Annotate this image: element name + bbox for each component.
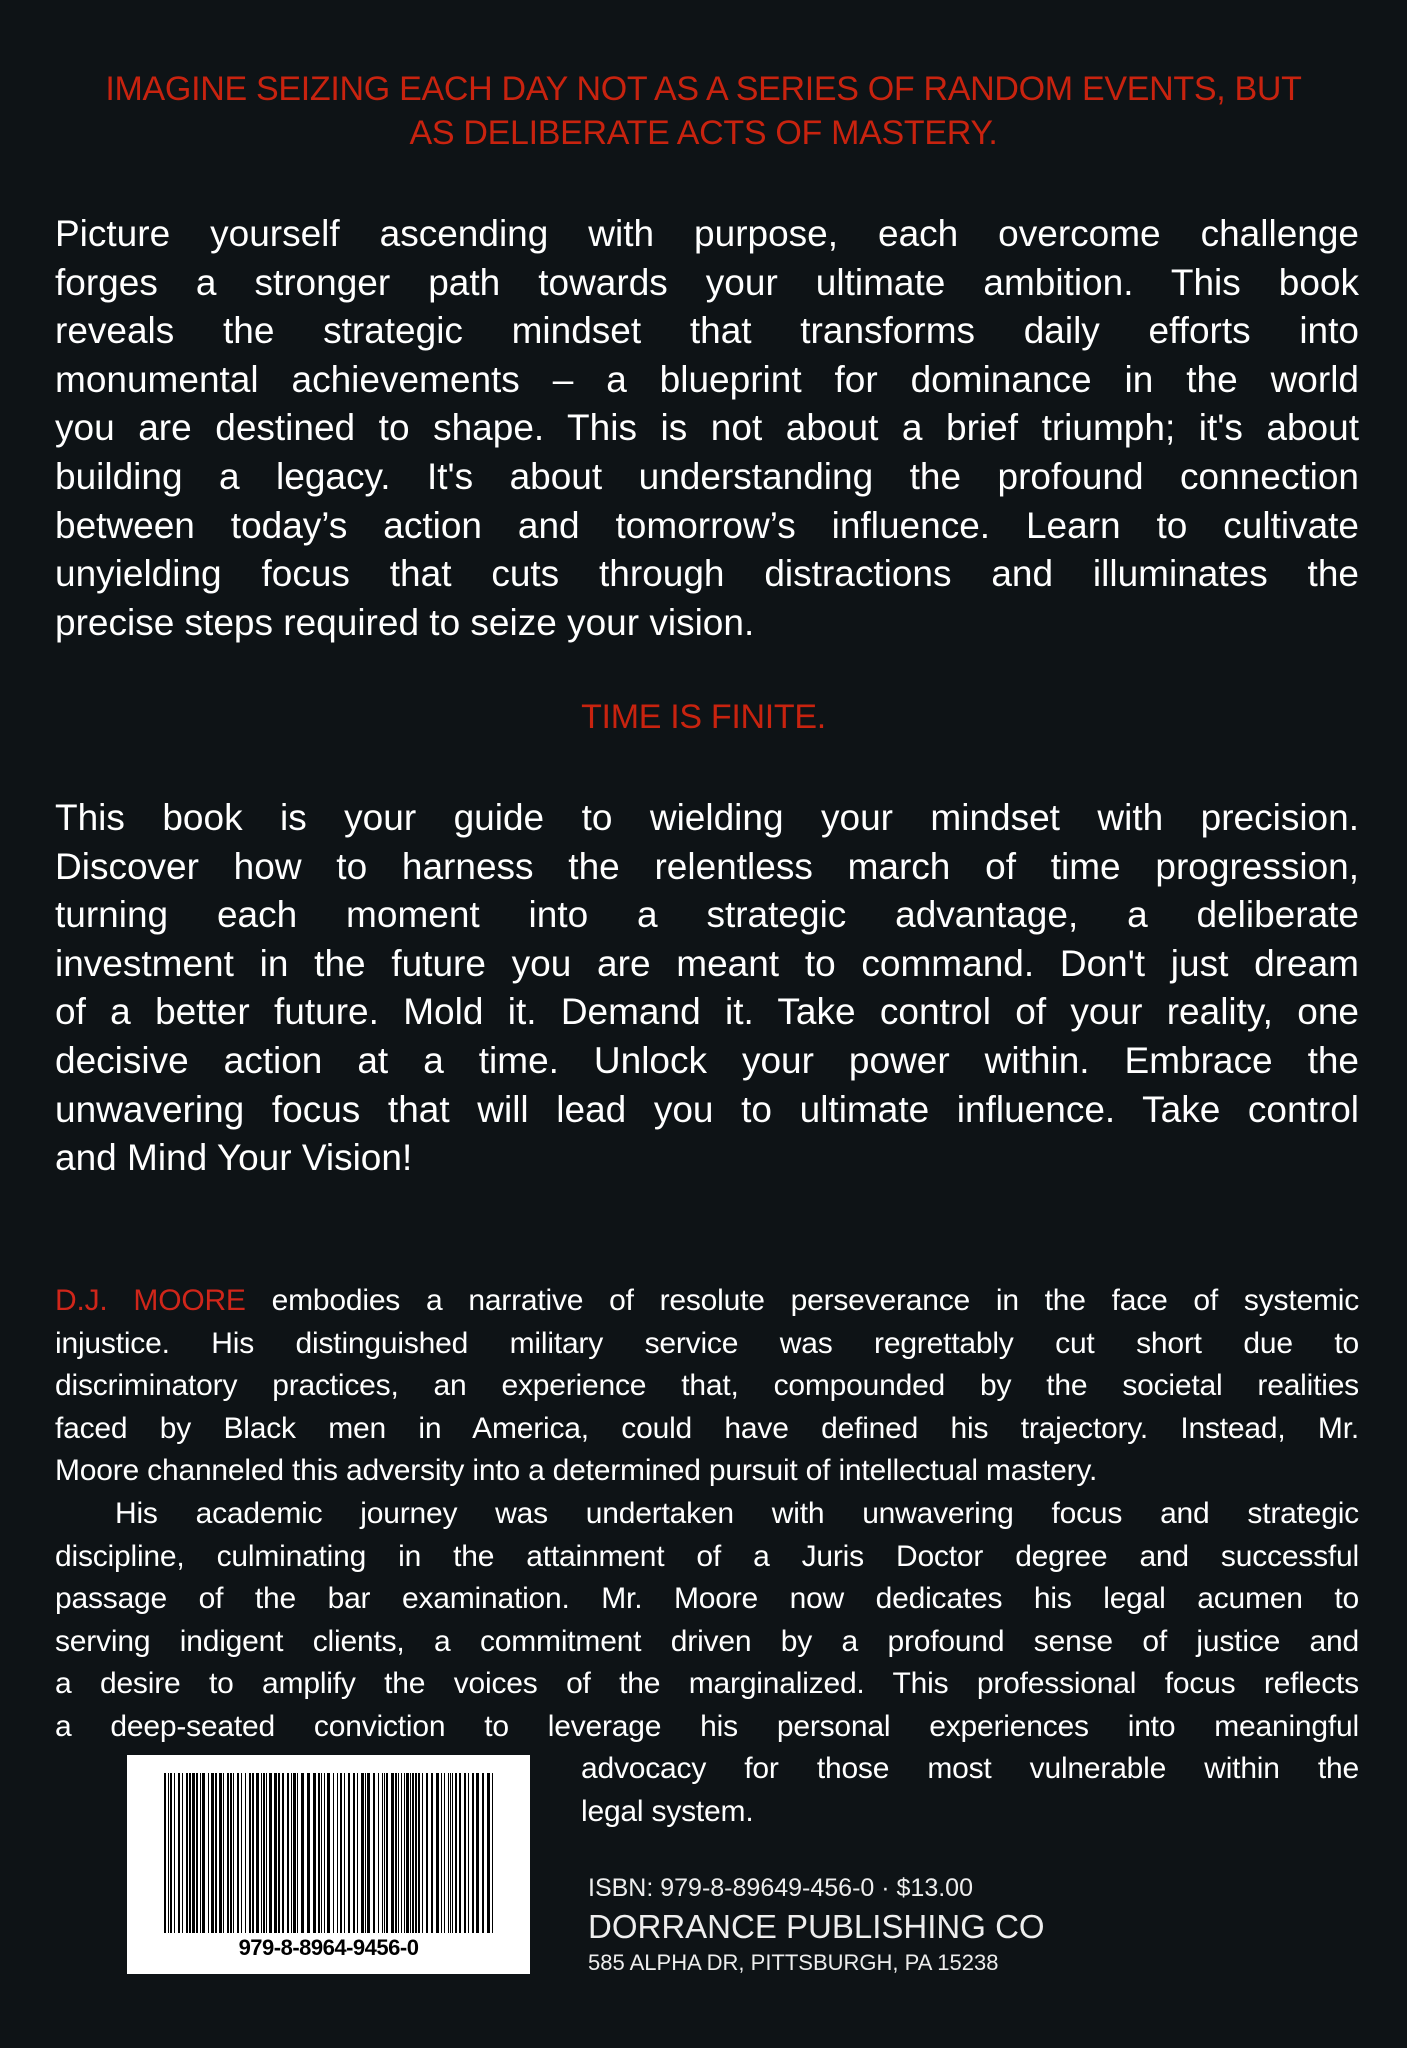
barcode-bar	[189, 1773, 191, 1933]
barcode-bar	[386, 1773, 388, 1933]
barcode-bar	[227, 1773, 229, 1933]
text-line: of a better future. Mold it. Demand it. Take control of your reality, one	[55, 991, 1359, 1033]
barcode-bar	[223, 1773, 224, 1933]
barcode-bar	[406, 1773, 409, 1933]
text-line: turning each moment into a strategic advantage, a deliberate	[55, 894, 1359, 936]
barcode-bar	[261, 1773, 262, 1933]
barcode-bar	[344, 1773, 345, 1933]
text-line: precise steps required to seize your vision.	[55, 601, 755, 643]
text-line: passage of the bar examination. Mr. Moore now dedicates his legal acumen to	[55, 1582, 1359, 1616]
text-line: unyielding focus that cuts through distractions and illuminates the	[55, 553, 1359, 595]
barcode-bar	[492, 1773, 493, 1933]
barcode-bar	[353, 1773, 355, 1933]
barcode-bar	[441, 1773, 442, 1933]
barcode-bar	[282, 1773, 284, 1933]
barcode-bar	[200, 1773, 201, 1933]
barcode-bar	[426, 1773, 428, 1933]
barcode-bar	[357, 1773, 358, 1933]
barcode	[127, 1755, 530, 1974]
barcode-bar	[174, 1773, 175, 1933]
barcode-bar	[263, 1773, 265, 1933]
barcode-bar	[333, 1773, 334, 1933]
heading-line-1: IMAGINE SEIZING EACH DAY NOT AS A SERIES OF RANDOM EVENTS, BUT	[105, 70, 1302, 108]
barcode-bar	[422, 1773, 423, 1933]
text-line: decisive action at a time. Unlock your power within. Embrace the	[55, 1039, 1359, 1081]
barcode-bar	[384, 1773, 385, 1933]
barcode-bar	[192, 1773, 195, 1933]
barcode-bar	[278, 1773, 280, 1933]
text-line: advocacy for those most vulnerable within the	[581, 1752, 1359, 1785]
bio-text: embodies a narrative of resolute perseverance in the face of systemic	[245, 1284, 1359, 1317]
barcode-bar	[164, 1773, 166, 1933]
text-line: a desire to amplify the voices of the marginalized. This professional focus reflects	[55, 1667, 1359, 1701]
barcode-bar	[367, 1773, 370, 1933]
text-line: injustice. His distinguished military service was regrettably cut short due to	[55, 1326, 1359, 1360]
barcode-bar	[348, 1773, 350, 1933]
barcode-bar	[182, 1773, 183, 1933]
text-line: Moore channeled this adversity into a determined pursuit of intellectual mastery.	[55, 1454, 1098, 1488]
text-line: serving indigent clients, a commitment driven by a profound sense of justice and	[55, 1624, 1359, 1658]
barcode-bar	[450, 1773, 451, 1933]
barcode-bar	[230, 1773, 232, 1933]
text-line: investment in the future you are meant to command. Don't just dream	[55, 942, 1359, 984]
barcode-bar	[297, 1773, 298, 1933]
isbn-price: ISBN: 979-8-89649-456-0 · $13.00	[588, 1874, 973, 1902]
text-line: monumental achievements – a blueprint for dominance in the world	[55, 358, 1359, 400]
barcode-bar	[455, 1773, 457, 1933]
barcode-bar	[202, 1773, 205, 1933]
barcode-bar	[252, 1773, 254, 1933]
barcode-bar	[321, 1773, 322, 1933]
barcode-bar	[361, 1773, 364, 1933]
barcode-bar	[215, 1773, 217, 1933]
text-line: Picture yourself ascending with purpose, each overcome challenge	[55, 213, 1359, 254]
barcode-bar	[211, 1773, 214, 1933]
barcode-bar	[274, 1773, 277, 1933]
barcode-bar	[398, 1773, 399, 1933]
barcode-bar	[373, 1773, 375, 1933]
barcode-number: 979-8-8964-9456-0	[238, 1935, 419, 1960]
text-line: unwavering focus that will lead you to ultimate influence. Take control	[55, 1088, 1359, 1130]
barcode-bar	[410, 1773, 411, 1933]
barcode-bar	[382, 1773, 383, 1933]
text-line: legal system.	[581, 1794, 754, 1828]
barcode-bar	[168, 1773, 169, 1933]
author-bio-tail	[581, 1748, 1359, 1833]
text-line: building a legacy. It's about understanding the profound connection	[55, 455, 1359, 497]
bio-line	[55, 1280, 1359, 1323]
barcode-bar	[313, 1773, 316, 1933]
barcode-bar	[340, 1773, 342, 1933]
barcode-bar	[418, 1773, 420, 1933]
barcode-bar	[404, 1773, 405, 1933]
text-line: and Mind Your Vision!	[55, 1137, 413, 1179]
barcode-bar	[170, 1773, 172, 1933]
barcode-bar	[307, 1773, 310, 1933]
heading-line-2: AS DELIBERATE ACTS OF MASTERY.	[409, 114, 998, 152]
barcode-bar	[327, 1773, 330, 1933]
barcode-bar	[415, 1773, 417, 1933]
barcode-bar	[241, 1773, 242, 1933]
text-line: This book is your guide to wielding your mindset with precision.	[55, 797, 1359, 838]
barcode-bar	[178, 1773, 180, 1933]
barcode-bar	[269, 1773, 272, 1933]
barcode-bar	[256, 1773, 259, 1933]
publisher-address: 585 ALPHA DR, PITTSBURGH, PA 15238	[588, 1950, 999, 1975]
barcode-bar	[391, 1773, 394, 1933]
barcode-bar	[186, 1773, 188, 1933]
barcode-bar	[444, 1773, 445, 1933]
barcode-bar	[482, 1773, 484, 1933]
barcode-bar	[337, 1773, 338, 1933]
text-line: you are destined to shape. This is not about a brief triumph; it's about	[55, 407, 1359, 449]
barcode-bar	[452, 1773, 453, 1933]
barcode-bar	[219, 1773, 222, 1933]
text-line: reveals the strategic mindset that transforms daily efforts into	[55, 310, 1359, 352]
barcode-bar	[287, 1773, 289, 1933]
barcode-bar	[237, 1773, 239, 1933]
heading-time-is-finite: TIME IS FINITE.	[581, 698, 826, 736]
barcode-bar	[459, 1773, 461, 1933]
paragraph-2	[55, 794, 1359, 1183]
barcode-bar	[266, 1773, 267, 1933]
text-line: forges a stronger path towards your ultimate ambition. This book	[55, 261, 1359, 303]
barcode-bar	[487, 1773, 490, 1933]
barcode-bar	[401, 1773, 402, 1933]
text-line: a deep-seated conviction to leverage his personal experiences into meaningful	[55, 1709, 1359, 1743]
publisher-name: DORRANCE PUBLISHING CO	[588, 1908, 1045, 1945]
paragraph-1	[55, 210, 1359, 647]
barcode-bar	[249, 1773, 251, 1933]
text-line: faced by Black men in America, could have defined his trajectory. Instead, Mr.	[55, 1411, 1359, 1445]
barcode-bar	[436, 1773, 439, 1933]
barcode-bar	[324, 1773, 325, 1933]
barcode-bar	[196, 1773, 198, 1933]
barcode-bar	[208, 1773, 209, 1933]
author-name: D.J. MOORE	[55, 1284, 246, 1317]
text-line: discriminatory practices, an experience that, compounded by the societal realities	[55, 1369, 1359, 1403]
barcode-bar	[233, 1773, 234, 1933]
barcode-bar	[245, 1773, 246, 1933]
barcode-bar	[365, 1773, 366, 1933]
barcode-bar	[468, 1773, 469, 1933]
text-line: discipline, culminating in the attainment of a Juris Doctor degree and successful	[55, 1539, 1359, 1573]
barcode-bar	[472, 1773, 474, 1933]
barcode-bar	[464, 1773, 466, 1933]
barcode-bar	[431, 1773, 433, 1933]
barcode-bars	[164, 1773, 493, 1933]
barcode-bar	[318, 1773, 320, 1933]
barcode-bar	[378, 1773, 379, 1933]
barcode-bar	[476, 1773, 479, 1933]
text-line: His academic journey was undertaken with unwavering focus and strategic	[115, 1496, 1359, 1530]
barcode-bar	[301, 1773, 304, 1933]
barcode-bar	[395, 1773, 397, 1933]
barcode-bar	[293, 1773, 296, 1933]
text-line: Discover how to harness the relentless march of time progression,	[55, 845, 1359, 887]
barcode-bar	[448, 1773, 449, 1933]
text-line: between today’s action and tomorrow’s influence. Learn to cultivate	[55, 504, 1359, 546]
barcode-bar	[291, 1773, 292, 1933]
barcode-bar	[412, 1773, 414, 1933]
author-bio	[55, 1280, 1359, 1749]
